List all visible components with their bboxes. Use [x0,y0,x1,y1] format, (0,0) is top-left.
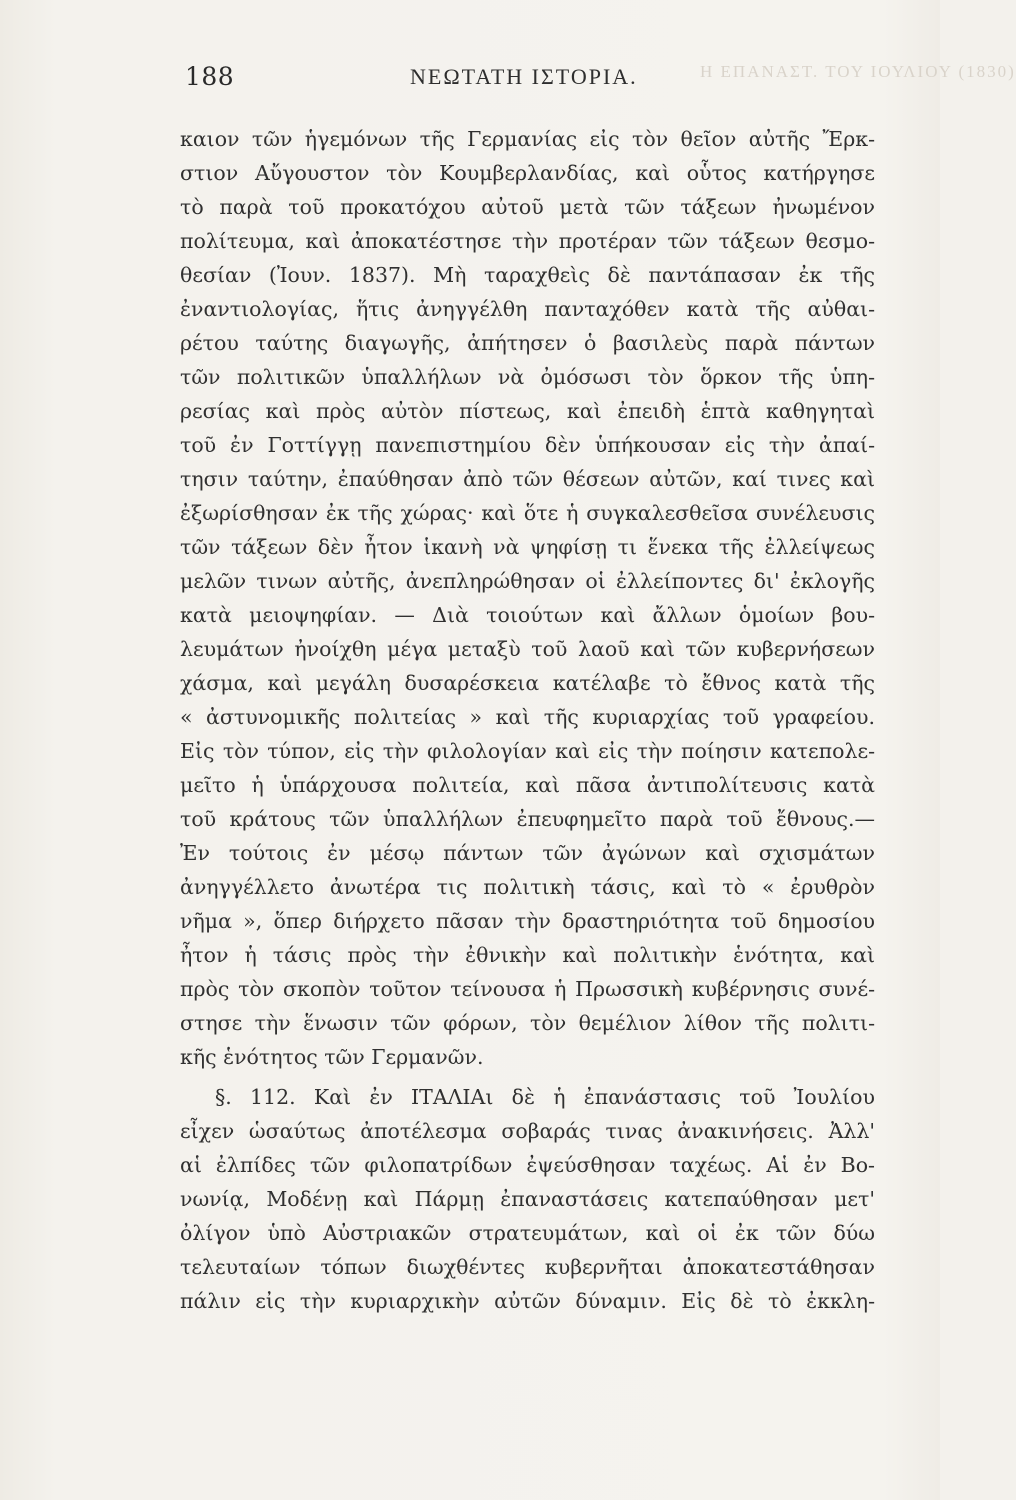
text-line: κατὰ μειοψηφίαν. — Διὰ τοιούτων καὶ ἄλλων ὁμοίων βου- [180,603,875,627]
text-line: τησιν ταύτην, ἐπαύθησαν ἀπὸ τῶν θέσεων αὐτῶν, καί τινες καὶ [180,467,875,491]
text-line: καιον τῶν ἡγεμόνων τῆς Γερμανίας εἰς τὸν θεῖον αὐτῆς Ἔρκ- [180,127,875,151]
text-line: κῆς ἑνότητος τῶν Γερμανῶν. [180,1045,484,1069]
text-line: τοῦ κράτους τῶν ὑπαλλήλων ἐπευφημεῖτο παρὰ τοῦ ἔθνους.— [180,807,875,831]
text-line: τῶν πολιτικῶν ὑπαλλήλων νὰ ὀμόσωσι τὸν ὅρκον τῆς ὑπη- [180,365,875,389]
text-line: ἐξωρίσθησαν ἐκ τῆς χώρας· καὶ ὅτε ἡ συγκαλεσθεῖσα συνέλευσις [180,501,875,525]
text-line: Ἐν τούτοις ἐν μέσῳ πάντων τῶν ἀγώνων καὶ σχισμάτων [180,841,875,865]
text-line: τῶν τάξεων δὲν ἦτον ἱκανὴ νὰ ψηφίσῃ τι ἕνεκα τῆς ἐλλείψεως [180,535,875,559]
text-line: στησε τὴν ἕνωσιν τῶν φόρων, τὸν θεμέλιον λίθον τῆς πολιτι- [180,1011,875,1035]
text-line: μελῶν τινων αὐτῆς, ἀνεπληρώθησαν οἱ ἐλλείποντες δι' ἐκλογῆς [180,569,875,593]
bleed-through-text: Η ΕΠΑΝΑΣΤ. ΤΟΥ ΙΟΥΛΙΟΥ (1830) [700,62,1016,81]
text-line: θεσίαν (Ἰουν. 1837). Μὴ ταραχθεὶς δὲ παντάπασαν ἐκ τῆς [180,263,875,287]
text-line: ὀλίγον ὑπὸ Αὐστριακῶν στρατευμάτων, καὶ οἱ ἐκ τῶν δύω [180,1221,875,1245]
text-line: ἦτον ἡ τάσις πρὸς τὴν ἐθνικὴν καὶ πολιτικὴν ἑνότητα, καὶ [180,943,875,967]
page-number: 188 [185,62,235,91]
text-line: ρεσίας καὶ πρὸς αὐτὸν πίστεως, καὶ ἐπειδὴ ἑπτὰ καθηγηταὶ [180,399,875,423]
text-line: μεῖτο ἡ ὑπάρχουσα πολιτεία, καὶ πᾶσα ἀντιπολίτευσις κατὰ [180,773,875,797]
text-line: Εἰς τὸν τύπον, εἰς τὴν φιλολογίαν καὶ εἰς τὴν ποίησιν κατεπολε- [180,739,875,763]
text-line: πολίτευμα, καὶ ἀποκατέστησε τὴν προτέραν τῶν τάξεων θεσμο- [180,229,875,253]
text-line: πάλιν εἰς τὴν κυριαρχικὴν αὐτῶν δύναμιν. Εἰς δὲ τὸ ἐκκλη- [180,1289,875,1313]
text-line: λευμάτων ἠνοίχθη μέγα μεταξὺ τοῦ λαοῦ καὶ τῶν κυβερνήσεων [180,637,875,661]
text-line: χάσμα, καὶ μεγάλη δυσαρέσκεια κατέλαβε τὸ ἔθνος κατὰ τῆς [180,671,875,695]
text-line: τοῦ ἐν Γοττίγγῃ πανεπιστημίου δὲν ὑπήκουσαν εἰς τὴν ἀπαί- [180,433,875,457]
text-line: τὸ παρὰ τοῦ προκατόχου αὐτοῦ μετὰ τῶν τάξεων ἠνωμένον [180,195,875,219]
text-line: στιον Αὔγουστον τὸν Κουμβερλανδίας, καὶ οὗτος κατήργησε [180,161,875,185]
text-line: « ἀστυνομικῆς πολιτείας » καὶ τῆς κυριαρχίας τοῦ γραφείου. [180,705,875,729]
text-line: εἶχεν ὡσαύτως ἀποτέλεσμα σοβαράς τινας ἀνακινήσεις. Ἀλλ' [180,1119,875,1143]
text-line: ρέτου ταύτης διαγωγῆς, ἀπήτησεν ὁ βασιλεὺς παρὰ πάντων [180,331,875,355]
text-line: νῆμα », ὅπερ διήρχετο πᾶσαν τὴν δραστηριότητα τοῦ δημοσίου [180,909,875,933]
text-line: νωνίᾳ, Μοδένῃ καὶ Πάρμῃ ἐπαναστάσεις κατεπαύθησαν μετ' [180,1187,875,1211]
text-line: ἀνηγγέλλετο ἀνωτέρα τις πολιτικὴ τάσις, καὶ τὸ « ἐρυθρὸν [180,875,875,899]
section-heading-line: §. 112. Καὶ ἐν ΙΤΑΛΙΑι δὲ ἡ ἐπανάστασις τοῦ Ἰουλίου [215,1085,875,1109]
text-line: ἐναντιολογίας, ἥτις ἀνηγγέλθη πανταχόθεν κατὰ τῆς αὐθαι- [180,297,875,321]
text-line: αἱ ἐλπίδες τῶν φιλοπατρίδων ἐψεύσθησαν ταχέως. Αἱ ἐν Βο- [180,1153,875,1177]
text-line: πρὸς τὸν σκοπὸν τοῦτον τείνουσα ἡ Πρωσσικὴ κυβέρνησις συνέ- [180,977,875,1001]
running-head [185,62,865,102]
text-line: τελευταίων τόπων διωχθέντες κυβερνῆται ἀποκατεστάθησαν [180,1255,875,1279]
running-title: ΝΕΩΤΑΤΗ ΙΣΤΟΡΙΑ. [410,64,638,89]
